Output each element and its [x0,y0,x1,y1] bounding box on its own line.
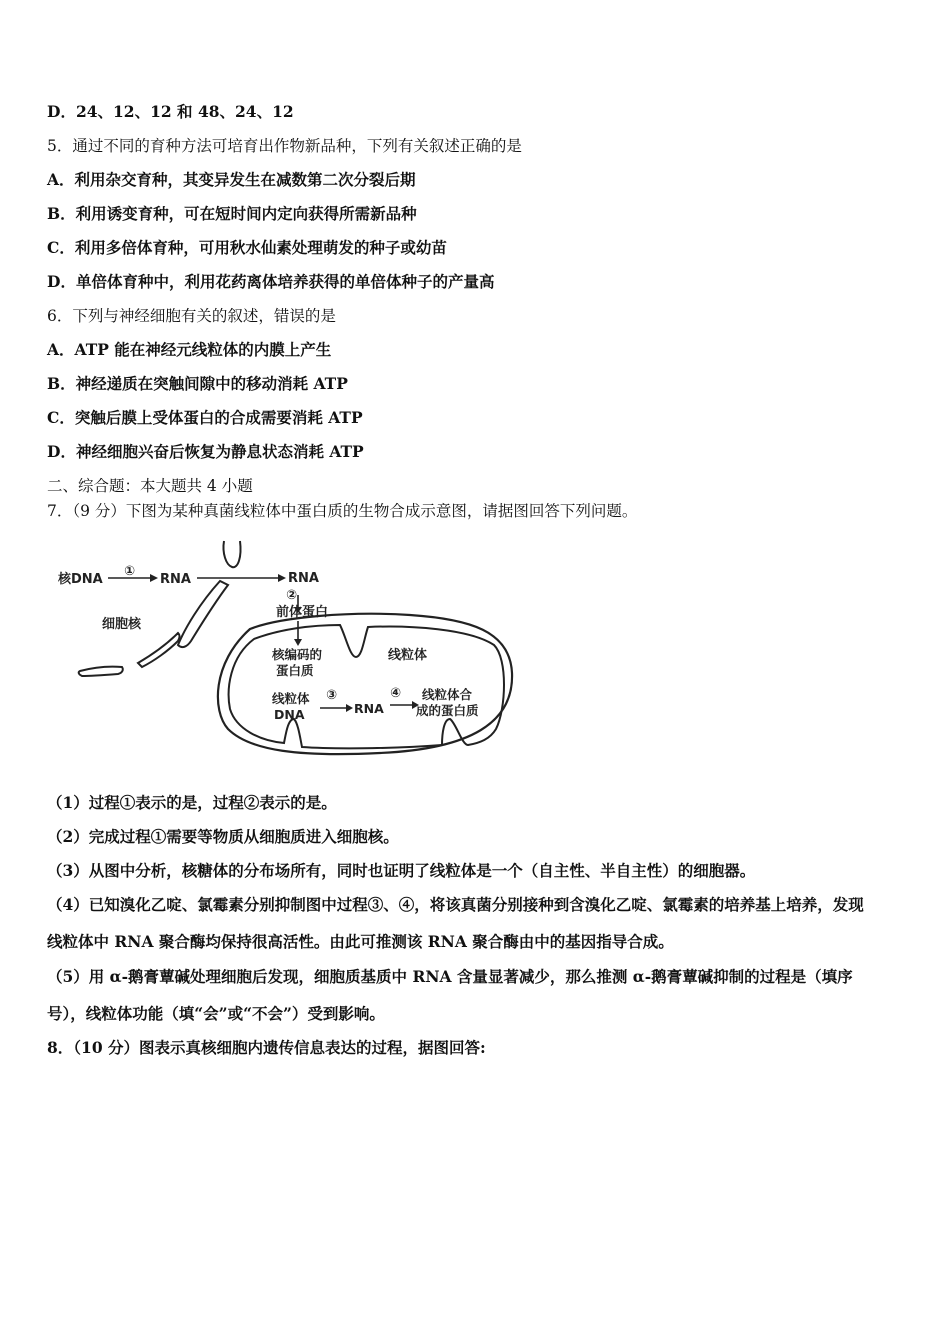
q7-sub-4-line-2: 线粒体中 RNA 聚合酶均保持很高活性。由此可推测该 RNA 聚合酶由中的基因指导合成。 [47,932,674,951]
q7-sub-1: （1）过程①表示的是，过程②表示的是。 [47,793,337,812]
label-mitochondrion: 线粒体 [388,648,428,663]
q7-sub-2: （2）完成过程①需要等物质从细胞质进入细胞核。 [47,827,399,846]
q5-option-c: C．利用多倍体育种，可用秋水仙素处理萌发的种子或幼苗 [47,238,447,257]
q6-option-b: B．神经递质在突触间隙中的移动消耗 ATP [47,374,348,393]
label-step-2: ② [286,588,298,603]
arrow-step-3-head [346,704,353,712]
label-rna-2: RNA [288,571,319,586]
q5-option-a: A．利用杂交育种，其变异发生在减数第二次分裂后期 [47,170,416,189]
q5-option-b: B．利用诱变育种，可在短时间内定向获得所需新品种 [47,204,417,223]
nuclear-membrane-top [223,541,240,567]
q6-option-c: C．突触后膜上受体蛋白的合成需要消耗 ATP [47,408,363,427]
label-mt-protein-1: 线粒体合 [422,687,473,702]
label-nuclear-dna: 核DNA [58,572,103,587]
label-rna-1: RNA [160,572,191,587]
nuclear-membrane-upper [178,581,228,647]
nuclear-membrane-middle [138,633,180,667]
label-nuclear-encoded-1: 核编码的 [272,647,323,662]
label-step-1: ① [124,564,136,579]
q5-stem: 5．通过不同的育种方法可培育出作物新品种，下列有关叙述正确的是 [47,137,522,155]
label-nuclear-encoded-2: 蛋白质 [276,663,314,678]
label-nucleus: 细胞核 [102,617,142,632]
q5-option-d: D．单倍体育种中，利用花药离体培养获得的单倍体种子的产量高 [47,272,495,291]
label-mt-dna-1: 线粒体 [272,691,310,706]
arrow-import-head [294,639,302,646]
label-mt-dna-2: DNA [274,707,305,722]
nuclear-membrane-lower [79,667,123,676]
q7-stem: 7．（9 分）下图为某种真菌线粒体中蛋白质的生物合成示意图，请据图回答下列问题。 [47,502,638,520]
q6-option-d: D．神经细胞兴奋后恢复为静息状态消耗 ATP [47,442,364,461]
arrow-rna-to-cytoplasm-head [278,574,286,582]
q7-sub-5-line-2: 号），线粒体功能（填“会”或“不会”）受到影响。 [47,1004,385,1023]
q4-option-d: D．24、12、12 和 48、24、12 [47,102,294,121]
label-precursor-protein: 前体蛋白 [276,605,329,620]
q7-sub-4-line-1: （4）已知溴化乙啶、氯霉素分别抑制图中过程③、④，将该真菌分别接种到含溴化乙啶、氯霉素的培养基上培养，发现 [47,895,864,914]
q7-sub-3: （3）从图中分析，核糖体的分布场所有，同时也证明了线粒体是一个（自主性、半自主性）的细胞器。 [47,861,756,880]
arrow-step-1-head [150,574,158,582]
q7-sub-5-line-1: （5）用 α-鹅膏蕈碱处理细胞后发现，细胞质基质中 RNA 含量显著减少，那么推测 α-鹅膏蕈碱抑制的过程是（填序 [47,967,853,986]
label-step-3: ③ [326,688,338,703]
label-rna-3: RNA [354,701,384,716]
section-2-title: 二、综合题：本大题共 4 小题 [47,477,253,495]
label-step-4: ④ [390,686,402,701]
q6-option-a: A．ATP 能在神经元线粒体的内膜上产生 [47,340,332,359]
label-mt-protein-2: 成的蛋白质 [416,703,479,718]
q6-stem: 6．下列与神经细胞有关的叙述，错误的是 [47,307,336,325]
mitochondria-protein-synthesis-diagram [50,533,520,763]
q8-stem: 8．（10 分）图表示真核细胞内遗传信息表达的过程，据图回答: [47,1038,486,1057]
